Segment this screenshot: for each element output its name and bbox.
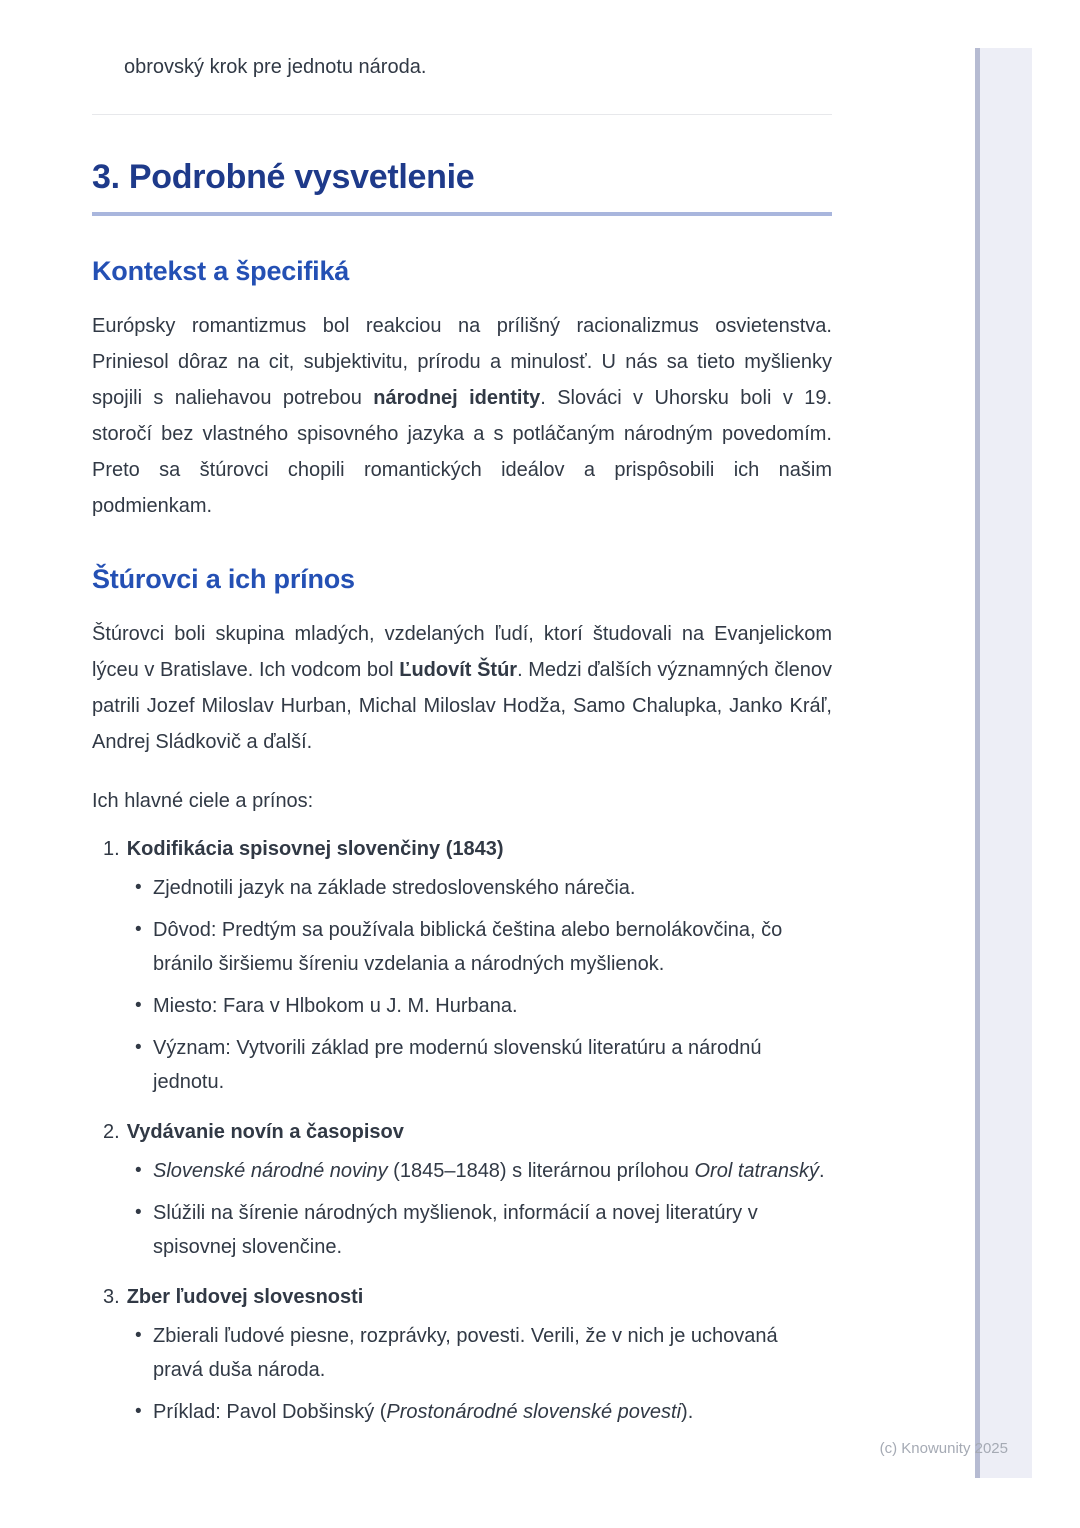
bullet-icon: • (135, 877, 142, 898)
list-item (135, 1395, 832, 1429)
subsection-heading-kontext: Kontekst a špecifiká (92, 256, 350, 286)
numbered-item (92, 1284, 832, 1429)
bullet-icon: • (135, 1401, 142, 1422)
list-item (135, 913, 832, 981)
bullet-icon: • (135, 919, 142, 940)
list-item (135, 1319, 832, 1387)
numbered-item-heading (92, 1284, 832, 1311)
paragraph-kontext: Európsky romantizmus bol reakciou na prílišný racionalizmus osvietenstva. Priniesol dôraz na cit, subjektivitu, prírodu a minulosť. U nás sa tieto myšlienky spojili s naliehavou potrebou národnej identity. Slováci v Uhorsku boli v 19. storočí bez vlastného spisovného jazyka a s potláčaným národným povedomím. Preto sa štúrovci chopili romantických ideálov a prispôsobili ich našim podmienkam. (92, 315, 833, 517)
carryover-paragraph: obrovský krok pre jednotu národa. (124, 56, 427, 78)
content-column (92, 0, 832, 1449)
numbered-item (92, 836, 832, 1099)
list-item-text: Slovenské národné noviny (1845–1848) s literárnou prílohou Orol tatranský. (153, 1160, 825, 1182)
section-title: 3. Podrobné vysvetlenie (92, 158, 475, 196)
list-item-text: Význam: Vytvorili základ pre modernú slovenskú literatúru a národnú jednotu. (153, 1037, 762, 1093)
watermark-text: (c) Knowunity 2025 (879, 1440, 1008, 1457)
numbered-list (92, 836, 832, 1429)
list-item (135, 1031, 832, 1099)
list-item-text: Miesto: Fara v Hlbokom u J. M. Hurbana. (153, 995, 518, 1017)
item-title: Kodifikácia spisovnej slovenčiny (1843) (126, 838, 504, 860)
bullet-list (92, 1319, 832, 1429)
list-item (135, 871, 832, 905)
bullet-icon: • (135, 1325, 142, 1346)
bullet-icon: • (135, 995, 142, 1016)
list-item-text: Slúžili na šírenie národných myšlienok, informácií a novej literatúry v spisovnej slovenčine. (153, 1202, 758, 1258)
bullet-icon: • (135, 1160, 142, 1181)
numbered-item-heading (92, 836, 832, 863)
item-title: Zber ľudovej slovesnosti (126, 1286, 364, 1308)
numbered-item (92, 1119, 832, 1264)
list-item-text: Zjednotili jazyk na základe stredoslovenského nárečia. (153, 877, 636, 899)
item-title: Vydávanie novín a časopisov (126, 1121, 404, 1143)
numbered-item-heading (92, 1119, 832, 1146)
bullet-list (92, 871, 832, 1099)
scrollbar-track[interactable] (975, 48, 1032, 1478)
section-divider (92, 114, 832, 115)
list-item-text: Zbierali ľudové piesne, rozprávky, povesti. Verili, že v nich je uchovaná pravá duša národa. (153, 1325, 778, 1381)
paragraph-sturovci: Štúrovci boli skupina mladých, vzdelaných ľudí, ktorí študovali na Evanjelickom lýceu v Bratislave. Ich vodcom bol Ľudovít Štúr. Medzi ďalších významných členov patrili Jozef Miloslav Hurban, Michal Miloslav Hodža, Samo Chalupka, Janko Kráľ, Andrej Sládkovič a ďalší. (92, 623, 833, 753)
list-intro-line: Ich hlavné ciele a prínos: (92, 790, 314, 812)
bullet-icon: • (135, 1202, 142, 1223)
list-item (135, 1154, 832, 1188)
list-item-text: Dôvod: Predtým sa používala biblická čeština alebo bernolákovčina, čo bránilo širšiemu šíreniu vzdelania a národných myšlienok. (153, 919, 783, 975)
bullet-icon: • (135, 1037, 142, 1058)
item-number: 2. (103, 1121, 120, 1143)
list-item (135, 989, 832, 1023)
list-item (135, 1196, 832, 1264)
item-number: 1. (103, 838, 120, 860)
section-title-underline (92, 212, 832, 216)
list-item-text: Príklad: Pavol Dobšinský (Prostonárodné slovenské povesti). (153, 1401, 694, 1423)
item-number: 3. (103, 1286, 120, 1308)
bullet-list (92, 1154, 832, 1264)
subsection-heading-sturovci: Štúrovci a ich prínos (92, 564, 355, 594)
